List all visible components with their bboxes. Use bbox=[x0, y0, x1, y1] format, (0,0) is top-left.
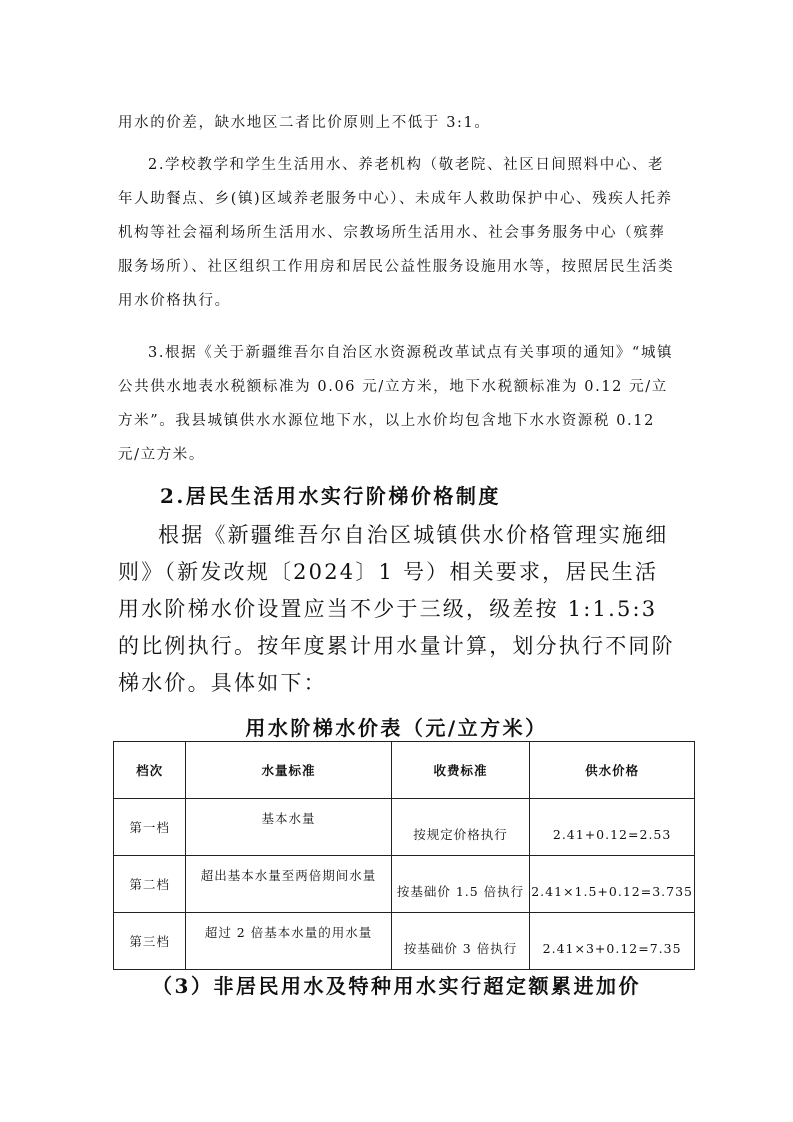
header-water-volume-standard: 水量标准 bbox=[186, 742, 392, 799]
cell-charge bbox=[391, 856, 529, 913]
paragraph-water-resource-tax: 3.根据《关于新疆维吾尔自治区水资源税改革试点有关事项的通知》“城镇公共供水地表水税额标准为 0.06 元/立方米，地下水税额标准为 0.12 元/立方米”。我县城镇供水水源位地下水，以上水价均包含地下水水资源税 0.12 元/立方米。 bbox=[118, 345, 674, 463]
paragraph-water-price-ratio: 用水的价差，缺水地区二者比价原则上不低于 3:1。 bbox=[118, 115, 491, 131]
cell-volume bbox=[186, 856, 392, 913]
section-heading-non-resident-water: （3）非居民用水及特种用水实行超定额累进加价 bbox=[152, 974, 641, 998]
cell-tier: 第二档 bbox=[114, 856, 186, 913]
header-charge-standard: 收费标准 bbox=[391, 742, 529, 799]
cell-price bbox=[530, 913, 695, 970]
cell-volume bbox=[186, 799, 392, 856]
cell-price-text: 2.41×3+0.12=7.35 bbox=[542, 940, 682, 956]
header-water-price: 供水价格 bbox=[530, 742, 695, 799]
cell-volume-text: 基本水量 bbox=[261, 811, 316, 826]
cell-volume-text: 超过 2 倍基本水量的用水量 bbox=[204, 925, 373, 940]
cell-price bbox=[530, 799, 695, 856]
paragraph-school-pension-water: 2.学校教学和学生生活用水、养老机构（敬老院、社区日间照料中心、老年人助餐点、乡(镇)区域养老服务中心）、未成年人救助保护中心、残疾人托养机构等社会福利场所生活用水、宗教场所生活用水、社会事务服务中心（殡葬服务场所）、社区组织工作用房和居民公益性服务设施用水等，按照居民生活类用水价格执行。 bbox=[118, 157, 675, 309]
table-row bbox=[114, 913, 695, 970]
table-row bbox=[114, 799, 695, 856]
cell-charge-text: 按基础价 3 倍执行 bbox=[403, 941, 518, 956]
cell-tier: 第三档 bbox=[114, 913, 186, 970]
table-row bbox=[114, 856, 695, 913]
paragraph-tiered-pricing-basis: 根据《新疆维吾尔自治区城镇供水价格管理实施细则》（新发改规〔2024〕1 号）相关要求，居民生活用水阶梯水价设置应当不少于三级，级差按 1:1.5:3 的比例执行。按年度累计用水量计算，划分执行不同阶梯水价。具体如下： bbox=[118, 523, 675, 695]
cell-charge-text: 按基础价 1.5 倍执行 bbox=[396, 884, 525, 899]
cell-price bbox=[530, 856, 695, 913]
cell-charge-text: 按规定价格执行 bbox=[413, 827, 508, 842]
cell-charge bbox=[391, 913, 529, 970]
cell-volume bbox=[186, 913, 392, 970]
cell-price-text: 2.41×1.5+0.12=3.735 bbox=[531, 883, 693, 899]
tiered-water-price-table bbox=[113, 741, 695, 970]
cell-volume-text: 超出基本水量至两倍期间水量 bbox=[200, 868, 377, 883]
table-title: 用水阶梯水价表（元/立方米） bbox=[245, 716, 548, 740]
section-heading-tiered-pricing: 2.居民生活用水实行阶梯价格制度 bbox=[160, 484, 501, 508]
cell-tier: 第一档 bbox=[114, 799, 186, 856]
header-tier: 档次 bbox=[114, 742, 186, 799]
cell-price-text: 2.41+0.12=2.53 bbox=[552, 826, 672, 842]
cell-charge bbox=[391, 799, 529, 856]
table-header-row bbox=[114, 742, 695, 799]
